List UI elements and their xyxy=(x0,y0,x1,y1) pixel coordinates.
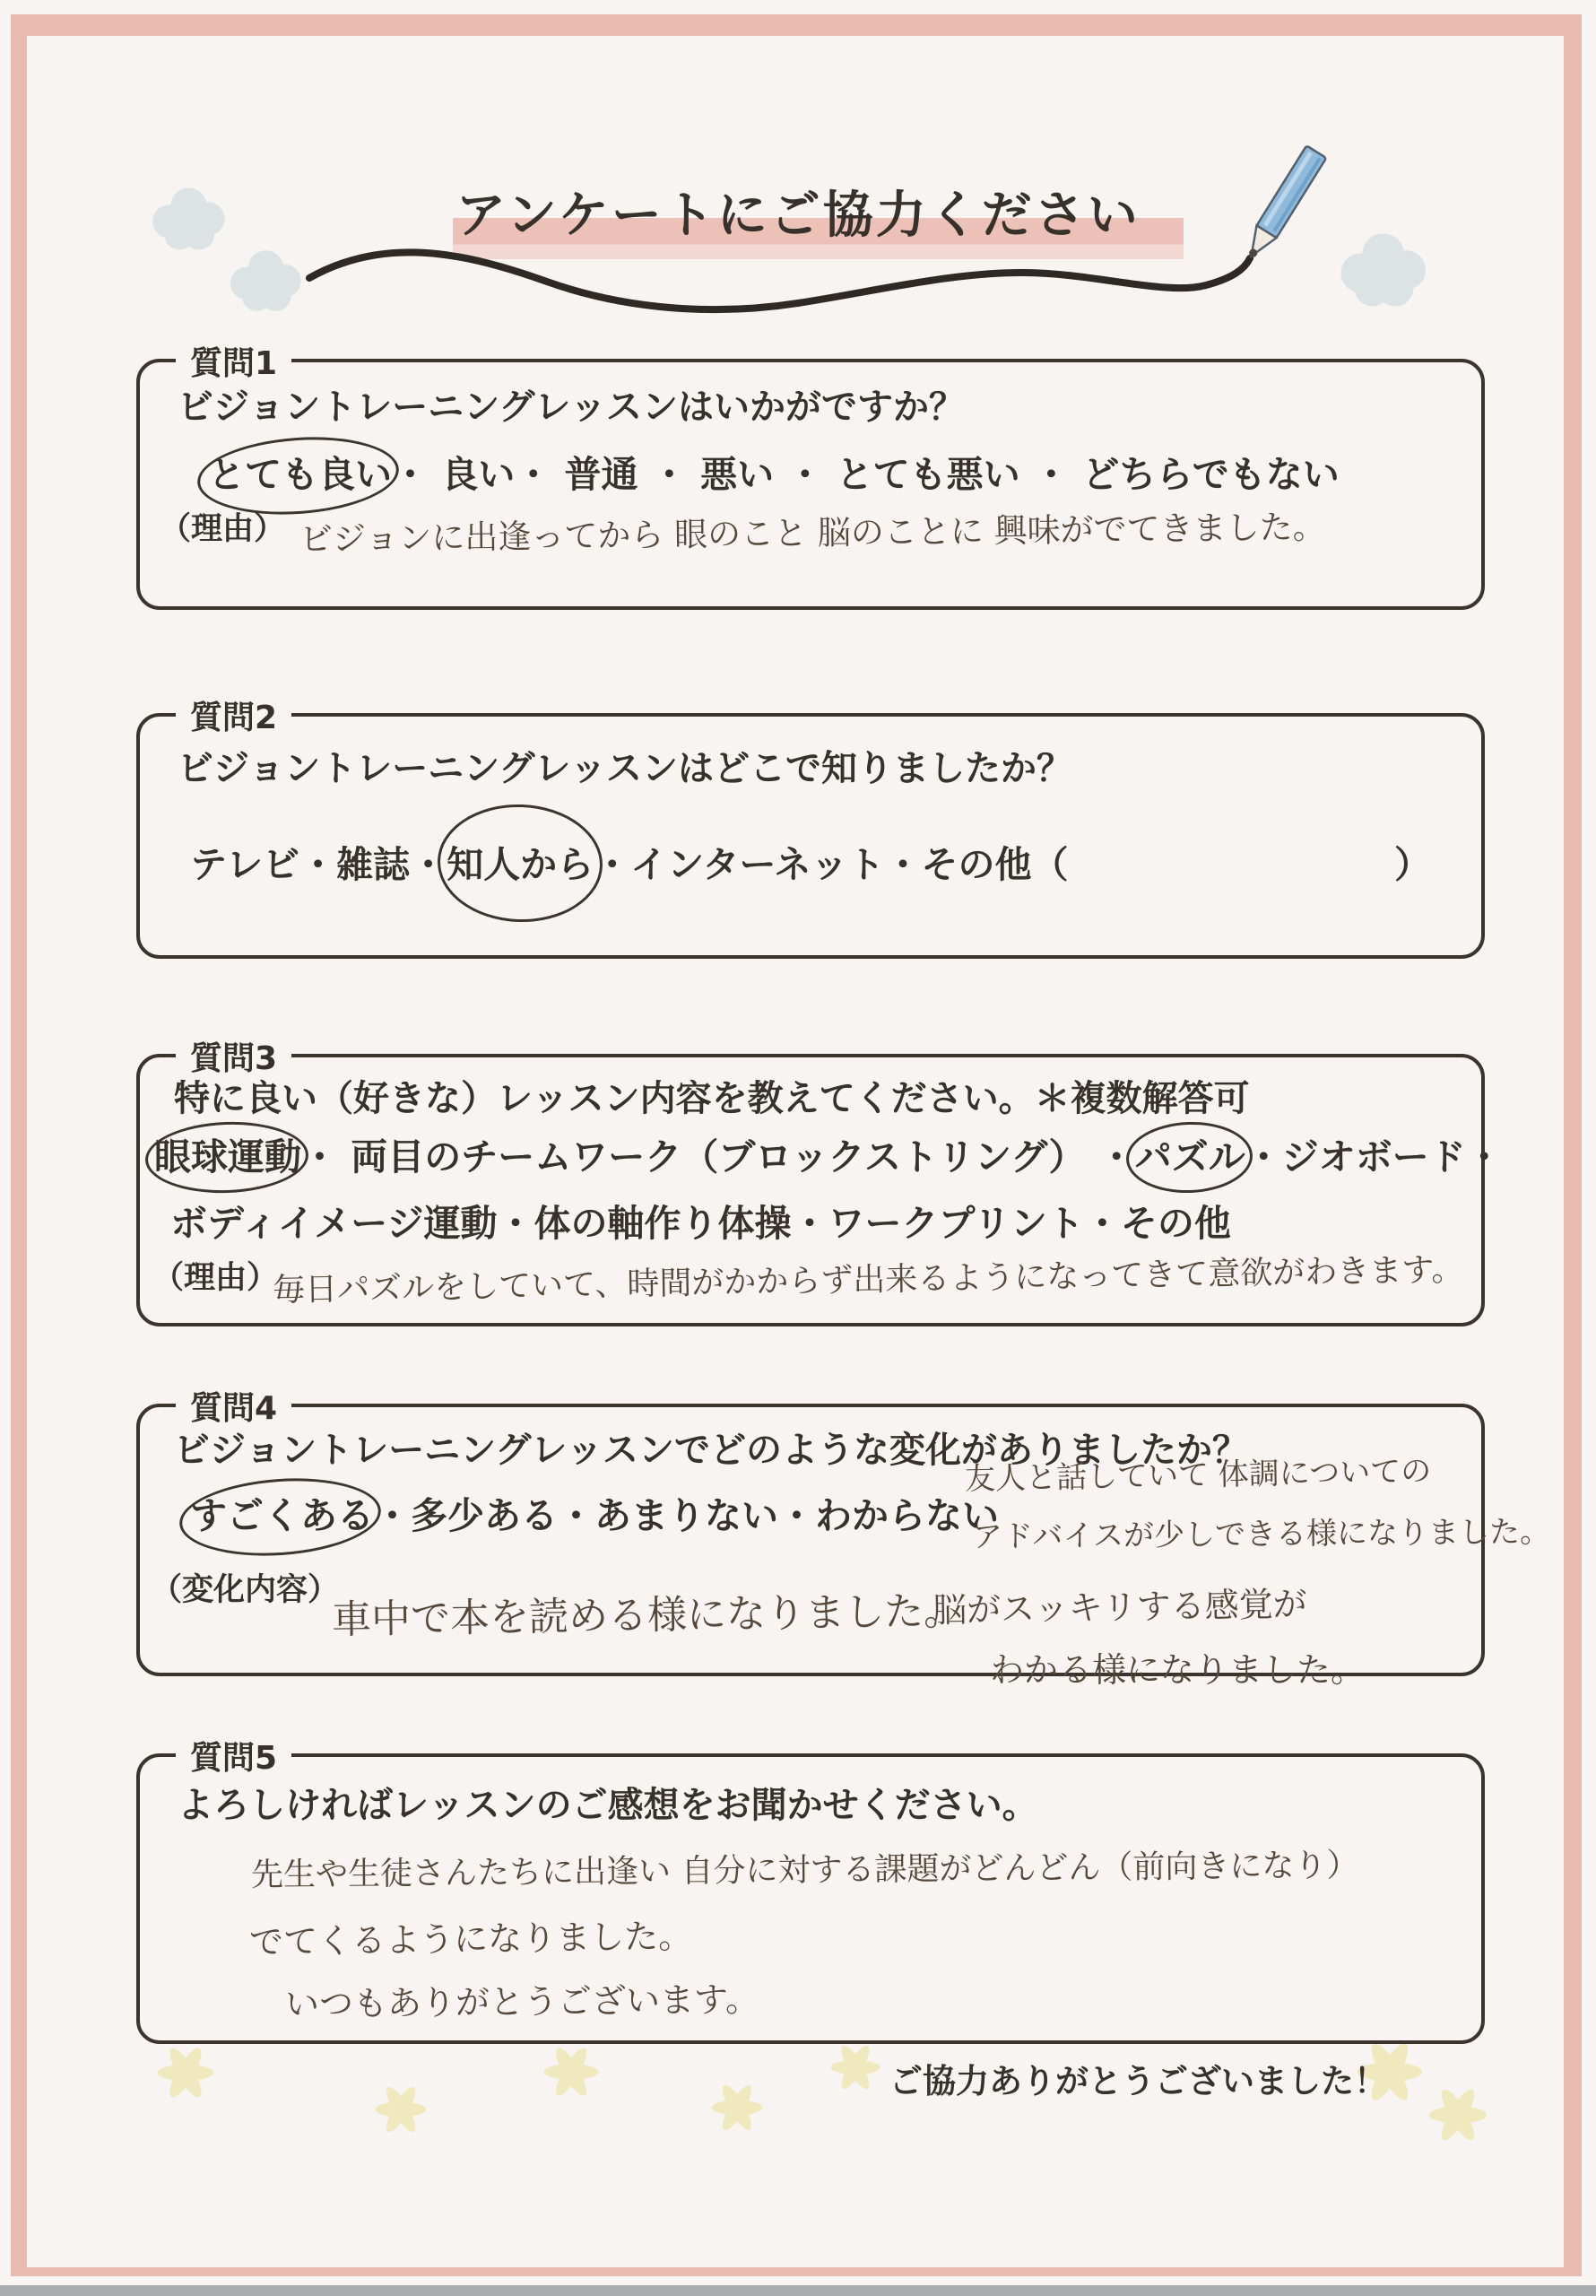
question-1-label: 質問1 xyxy=(176,338,291,384)
question-5-handwritten-line3: いつもありがとうございます。 xyxy=(284,1979,760,2024)
question-4-side-note-4: わかる様になりました。 xyxy=(990,1650,1366,1690)
question-5-label: 質問5 xyxy=(176,1733,291,1779)
question-4-options-rest: ・多少ある・あまりない・わからない xyxy=(374,1494,999,1537)
question-1-options-rest: ・ 良い・ 普通 ・ 悪い ・ とても悪い ・ どちらでもない xyxy=(392,453,1340,496)
option-circled-puzzle: パズル xyxy=(1135,1127,1245,1180)
page-title: アンケートにご協力ください xyxy=(455,187,1141,245)
question-2-label: 質問2 xyxy=(176,692,291,738)
question-4-text: ビジョントレーニングレッスンでどのような変化がありましたか？ xyxy=(174,1430,1248,1471)
question-3-handwritten-answer: 毎日パズルをしていて、時間がかからず出来るようになってきて意欲がわきます。 xyxy=(272,1251,1464,1309)
pencil-icon xyxy=(1228,126,1354,287)
question-4-side-note-2: アドバイスが少しできる様になりました。 xyxy=(971,1514,1551,1555)
question-3-options-after: ・ジオボード・ xyxy=(1245,1135,1503,1178)
question-1-options xyxy=(208,445,1340,498)
question-5-handwritten-line1: 先生や生徒さんたちに出逢い 自分に対する課題がどんどん（前向きになり） xyxy=(250,1847,1359,1894)
thanks-message: ご協力ありがとうございました！ xyxy=(889,2062,1387,2100)
flower-icon xyxy=(829,2041,881,2093)
question-2-text: ビジョントレーニングレッスンはどこで知りましたか？ xyxy=(178,748,1072,789)
question-3-options-line2: ボディイメージ運動・体の軸作り体操・ワークプリント・その他 xyxy=(170,1202,1231,1245)
flower-icon xyxy=(710,2081,764,2135)
question-3-options-line1 xyxy=(154,1127,1503,1180)
flower-icon xyxy=(156,2043,215,2102)
option-circled-sugoku-aru: すごくある xyxy=(190,1486,374,1539)
question-5-text: よろしければレッスンのご感想をお聞かせください。 xyxy=(178,1785,1038,1826)
question-box-3 xyxy=(136,1040,1503,1326)
question-3-reason-label: （理由） xyxy=(152,1260,279,1296)
option-circled-gankyu-undo: 眼球運動 xyxy=(154,1127,301,1180)
question-box-2 xyxy=(136,700,1485,959)
question-4-options xyxy=(190,1486,999,1539)
question-5-handwritten-line2: でてくるようになりました。 xyxy=(248,1916,693,1962)
question-1-text: ビジョントレーニングレッスンはいかがですか？ xyxy=(178,387,965,428)
flower-icon xyxy=(542,2043,600,2100)
question-4-label: 質問4 xyxy=(176,1383,291,1429)
flower-icon xyxy=(374,2083,428,2136)
question-box-1 xyxy=(136,345,1485,610)
question-box-5 xyxy=(136,1740,1485,2044)
question-4-change-label: （変化内容） xyxy=(151,1572,340,1608)
question-3-label: 質問3 xyxy=(176,1033,291,1079)
photo-bottom-edge xyxy=(0,2285,1596,2296)
option-circled-totemo-yoi: とても良い xyxy=(208,445,392,498)
question-box-4 xyxy=(136,1390,1551,1690)
question-2-options-after: ・インターネット・その他（ xyxy=(594,843,1069,886)
question-3-text: 特に良い（好きな）レッスン内容を教えてください。＊複数解答可 xyxy=(174,1078,1250,1119)
question-1-handwritten-answer: ビジョンに出逢ってから 眼のこと 脳のことに 興味がでてきました。 xyxy=(299,508,1326,559)
question-4-side-note-3: 脳がスッキリする感覚が xyxy=(932,1584,1308,1631)
question-2-options-before: テレビ・雑誌・ xyxy=(190,843,447,886)
flower-icon xyxy=(1427,2084,1488,2145)
option-circled-chijin-kara: 知人から xyxy=(447,835,594,888)
question-4-handwritten-answer: 車中で本を読める様になりました。 xyxy=(331,1588,964,1643)
question-1-reason-label: （理由） xyxy=(160,511,286,547)
question-3-options-mid: ・ 両目のチームワーク（ブロックストリング） ・ xyxy=(301,1135,1135,1178)
question-2-options xyxy=(190,835,1069,888)
question-4-side-note-1: 友人と話していて 体調についての xyxy=(964,1453,1432,1498)
question-2-paren-close: ） xyxy=(1394,843,1431,886)
